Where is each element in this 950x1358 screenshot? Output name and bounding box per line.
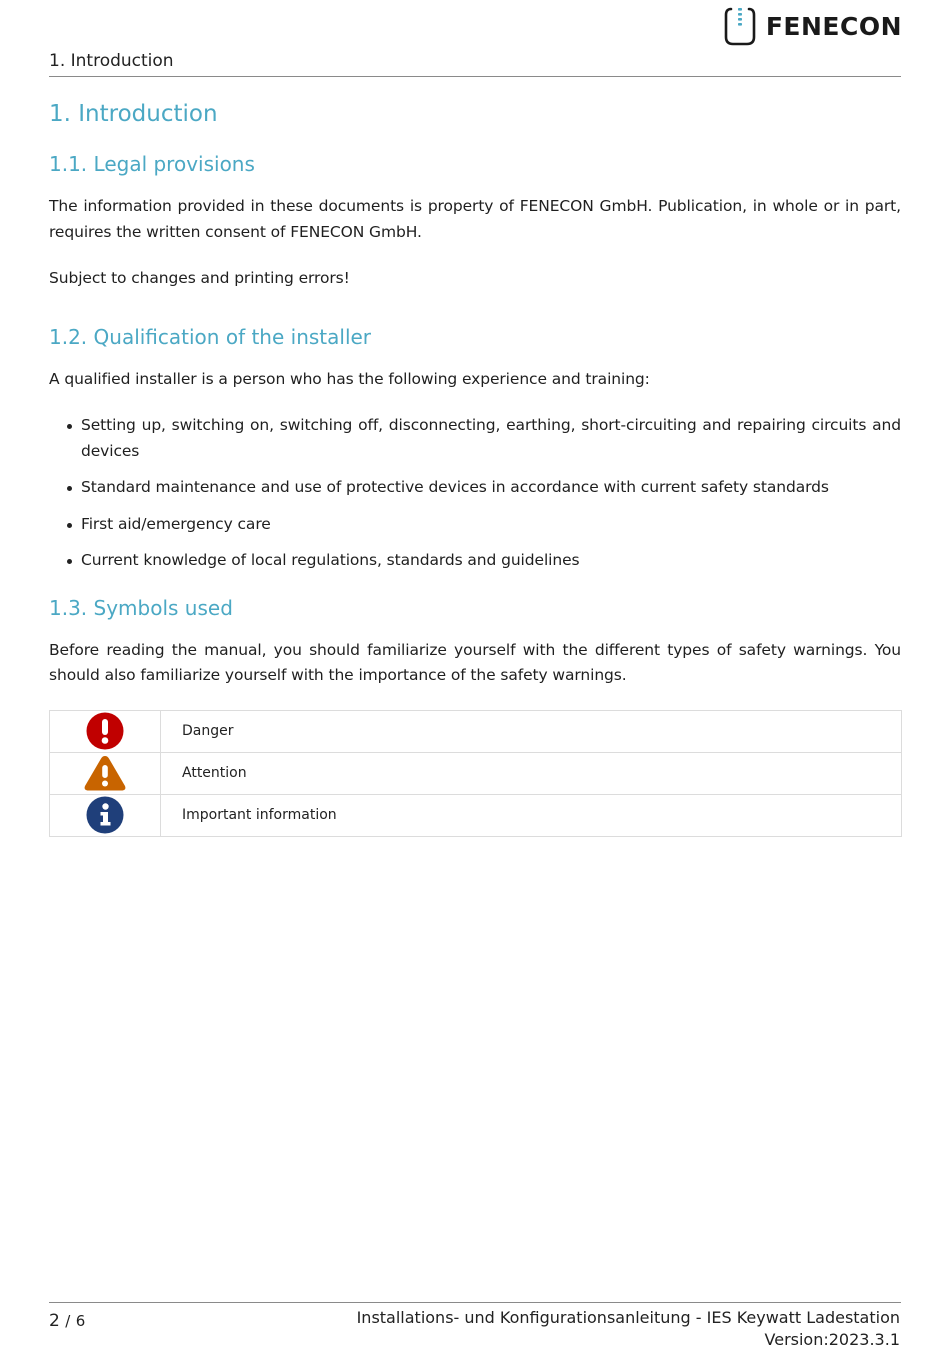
legal-paragraph: The information provided in these documents is property of FENECON GmbH. Publication, in whole or in part, requires the written consent of FENECON GmbH. bbox=[49, 197, 901, 241]
info-icon bbox=[86, 796, 124, 834]
table-row bbox=[50, 710, 902, 752]
page-total: 6 bbox=[75, 1312, 86, 1330]
brand-logo bbox=[724, 6, 902, 46]
footer-divider bbox=[49, 1302, 901, 1303]
attention-icon bbox=[83, 754, 127, 792]
section-heading-symbols: 1.3. Symbols used bbox=[49, 595, 233, 620]
page-content bbox=[49, 97, 901, 867]
table-row bbox=[50, 752, 902, 794]
page-current: 2 bbox=[49, 1311, 60, 1331]
section-qualification bbox=[49, 322, 901, 574]
list-item: Current knowledge of local regulations, standards and guidelines bbox=[49, 548, 901, 574]
brand-name: FENECON bbox=[765, 11, 902, 41]
symbol-label: Danger bbox=[161, 710, 902, 752]
section-legal-provisions bbox=[49, 149, 901, 292]
section-heading-legal: 1.1. Legal provisions bbox=[49, 152, 255, 176]
qualification-intro: A qualified installer is a person who has the following experience and training: bbox=[49, 369, 650, 388]
footer-doc-title: Installations- und Konfigurationsanleitung - IES Keywatt Ladestation bbox=[356, 1308, 900, 1327]
list-item: Setting up, switching on, switching off, disconnecting, earthing, short-circuiting and repairing circuits and devices bbox=[49, 413, 901, 464]
page-title: 1. Introduction bbox=[49, 101, 218, 127]
list-item: Standard maintenance and use of protective devices in accordance with current safety standards bbox=[49, 475, 901, 501]
legal-disclaimer: Subject to changes and printing errors! bbox=[49, 269, 350, 287]
footer-document-info bbox=[357, 1307, 900, 1351]
page-number bbox=[49, 1311, 85, 1331]
symbol-label: Attention bbox=[161, 752, 902, 794]
symbols-intro: Before reading the manual, you should familiarize yourself with the different types of safety warnings. You should also familiarize yourself with the importance of the safety warnings. bbox=[49, 640, 901, 684]
table-row bbox=[50, 794, 902, 836]
section-heading-qualification: 1.2. Qualification of the installer bbox=[49, 324, 372, 349]
symbols-table bbox=[49, 710, 902, 837]
qualification-list bbox=[49, 413, 901, 574]
list-item: First aid/emergency care bbox=[49, 512, 901, 538]
page-separator: / bbox=[65, 1312, 71, 1330]
footer-version: Version:2023.3.1 bbox=[764, 1330, 900, 1349]
fenecon-battery-logo-icon bbox=[724, 6, 756, 46]
danger-icon bbox=[86, 712, 124, 750]
running-header: 1. Introduction bbox=[49, 51, 174, 71]
header-divider bbox=[49, 76, 901, 77]
section-symbols bbox=[49, 593, 901, 837]
symbol-label: Important information bbox=[161, 794, 902, 836]
